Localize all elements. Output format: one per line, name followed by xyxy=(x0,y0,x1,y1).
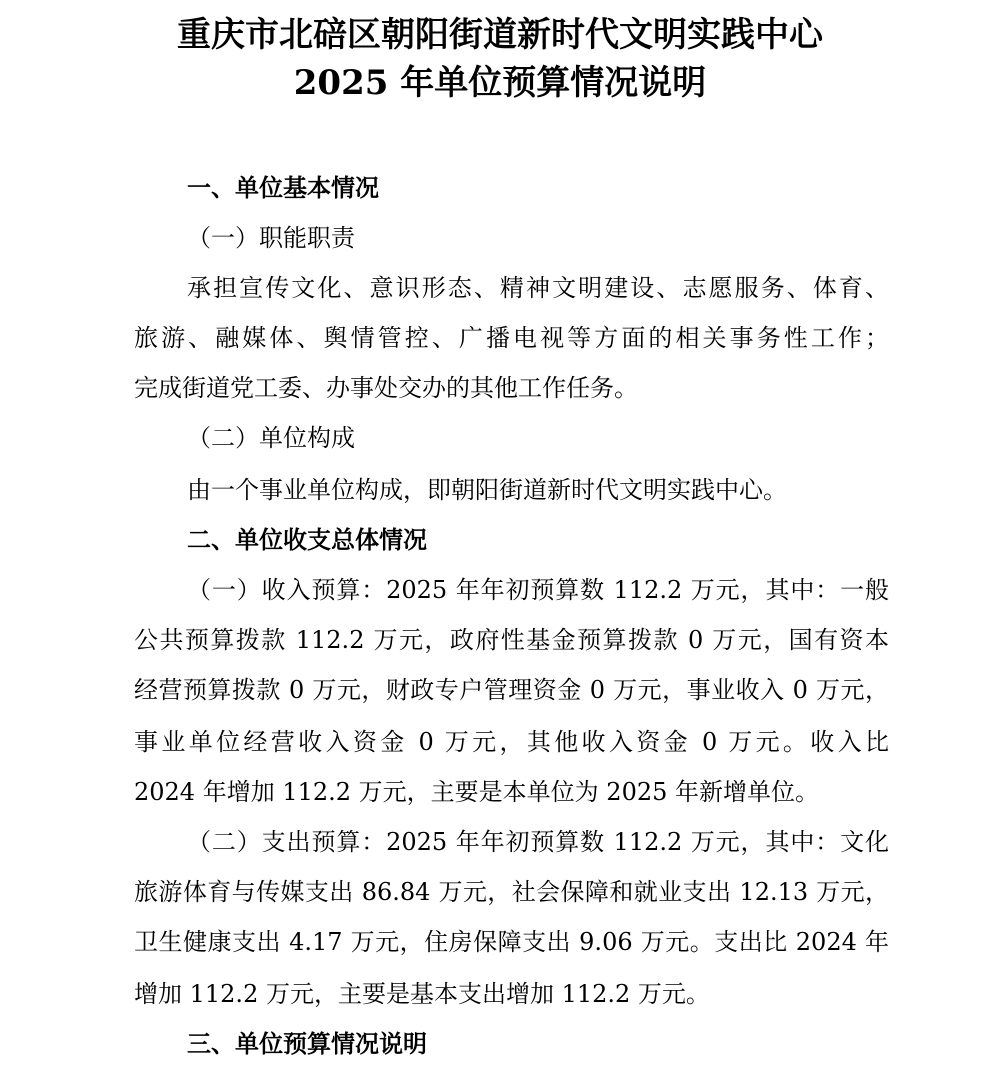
document-title-line-1: 重庆市北碚区朝阳街道新时代文明实践中心 xyxy=(177,15,823,55)
section-1-sub-1-heading: （一）职能职责 xyxy=(187,224,355,252)
section-2-sub-2-line-1: （二）支出预算：2025 年年初预算数 112.2 万元，其中：文化 xyxy=(187,828,889,856)
section-2-sub-1-line-5: 2024 年增加 112.2 万元，主要是本单位为 2025 年新增单位。 xyxy=(134,778,820,806)
section-1-sub-2-heading: （二）单位构成 xyxy=(187,424,355,452)
section-1-sub-1-line-1: 承担宣传文化、意识形态、精神文明建设、志愿服务、体育、 xyxy=(187,274,889,302)
section-2-sub-1-line-2: 公共预算拨款 112.2 万元，政府性基金预算拨款 0 万元，国有资本 xyxy=(134,626,889,654)
section-2-sub-2-line-4: 增加 112.2 万元，主要是基本支出增加 112.2 万元。 xyxy=(134,980,710,1008)
section-1-heading: 一、单位基本情况 xyxy=(187,174,379,202)
section-1-sub-1-line-2: 旅游、融媒体、舆情管控、广播电视等方面的相关事务性工作； xyxy=(134,324,889,352)
section-2-sub-1-line-1: （一）收入预算：2025 年年初预算数 112.2 万元，其中：一般 xyxy=(187,576,889,604)
section-3-heading: 三、单位预算情况说明 xyxy=(187,1030,427,1058)
section-2-sub-1-line-4: 事业单位经营收入资金 0 万元，其他收入资金 0 万元。收入比 xyxy=(134,728,889,756)
section-2-sub-1-line-3: 经营预算拨款 0 万元，财政专户管理资金 0 万元，事业收入 0 万元， xyxy=(134,676,889,704)
section-1-sub-1-line-3: 完成街道党工委、办事处交办的其他工作任务。 xyxy=(134,374,638,402)
section-2-sub-2-line-2: 旅游体育与传媒支出 86.84 万元，社会保障和就业支出 12.13 万元， xyxy=(134,878,889,906)
section-1-sub-2-text: 由一个事业单位构成，即朝阳街道新时代文明实践中心。 xyxy=(187,476,787,504)
section-2-heading: 二、单位收支总体情况 xyxy=(187,526,427,554)
document-title-line-2: 2025 年单位预算情况说明 xyxy=(293,63,707,103)
section-2-sub-2-line-3: 卫生健康支出 4.17 万元，住房保障支出 9.06 万元。支出比 2024 年 xyxy=(134,928,889,956)
